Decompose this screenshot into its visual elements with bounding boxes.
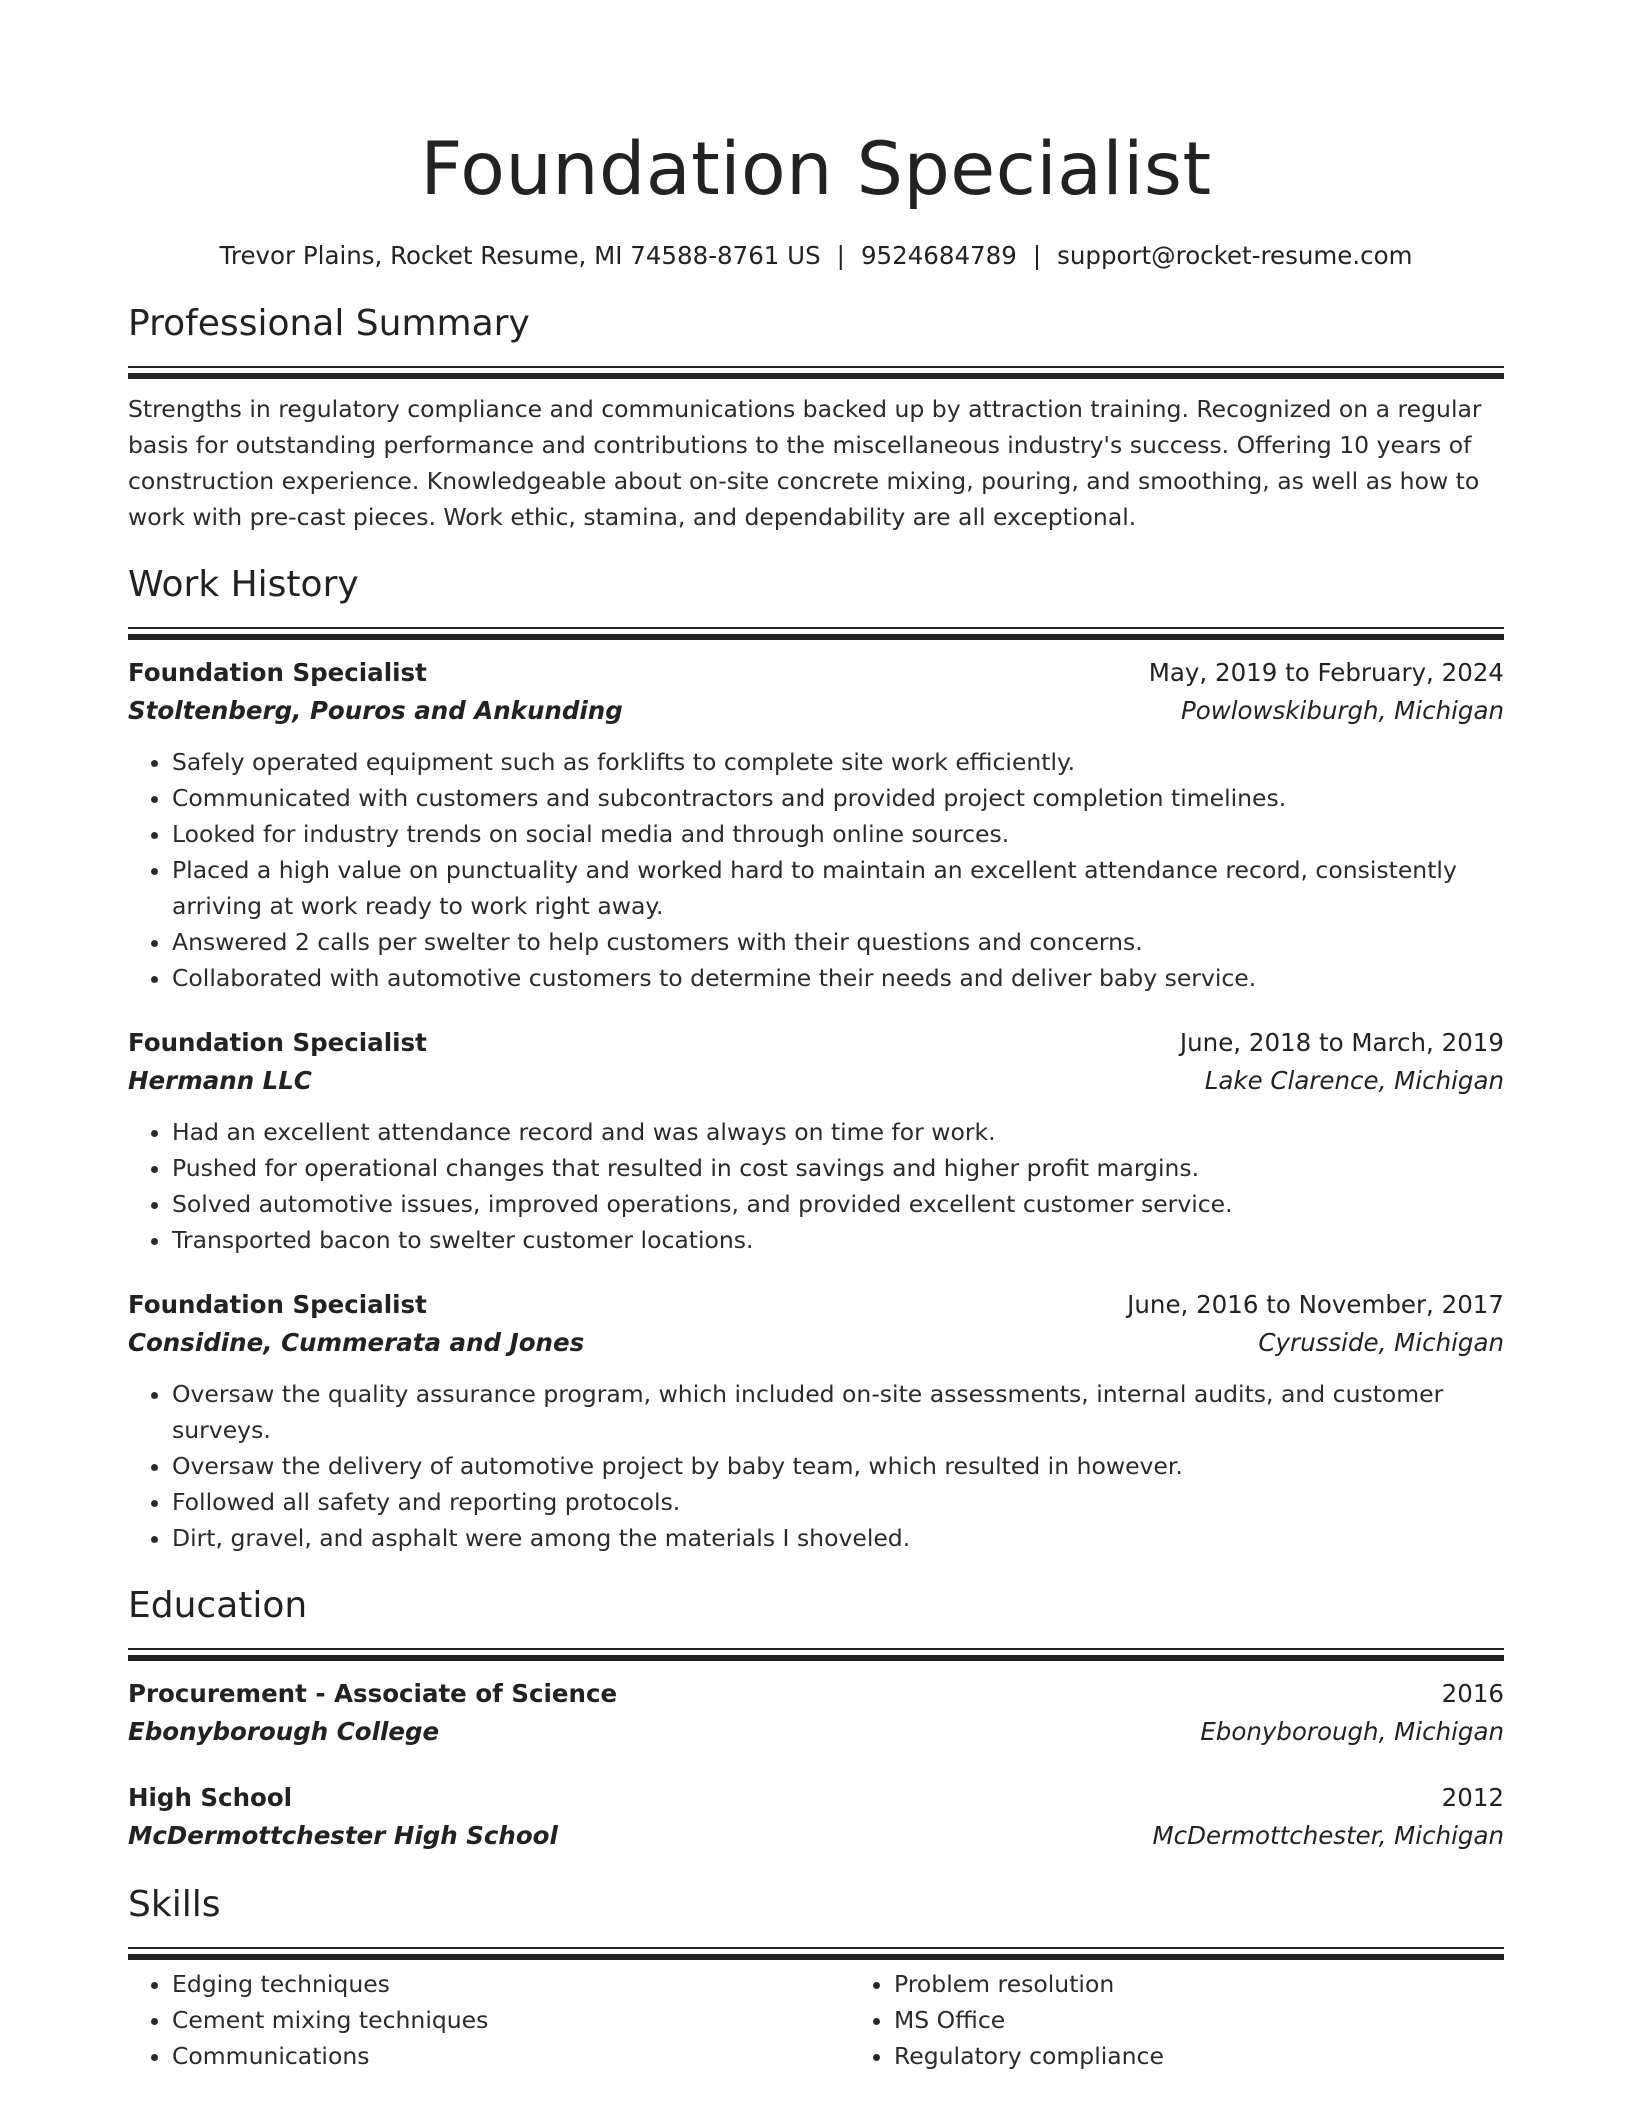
section-divider [128, 627, 1504, 632]
section-heading: Professional Summary [128, 303, 530, 344]
degree: High School [128, 1783, 293, 1812]
job-location: Lake Clarence, Michigan [1204, 1066, 1504, 1095]
company-name: Considine, Cummerata and Jones [128, 1328, 585, 1357]
contact-line [128, 238, 1504, 274]
skills-list-left [128, 1966, 850, 2074]
contact-separator: | [1032, 241, 1042, 270]
job-dates: June, 2016 to November, 2017 [1127, 1290, 1504, 1319]
school-location: Ebonyborough, Michigan [1200, 1717, 1504, 1746]
company-name: Hermann LLC [128, 1066, 312, 1095]
job-bullets [128, 1376, 1504, 1556]
skill-item: • Cement mixing techniques [172, 2002, 850, 2038]
list-item: • Transported bacon to swelter customer locations. [172, 1222, 1504, 1258]
list-item: • Followed all safety and reporting protocols. [172, 1484, 1504, 1520]
job-title: Foundation Specialist [128, 658, 427, 687]
list-item: • Collaborated with automotive customers to determine their needs and deliver baby service. [172, 960, 1504, 996]
job-location: Powlowskiburgh, Michigan [1180, 696, 1504, 725]
school-name: McDermottchester High School [128, 1821, 558, 1850]
list-item: • Placed a high value on punctuality and worked hard to maintain an excellent attendance record, consistently arriving at work ready to work right away. [172, 852, 1504, 924]
education-entry [128, 1675, 1504, 1751]
job-location: Cyrusside, Michigan [1258, 1328, 1504, 1357]
education-entry [128, 1779, 1504, 1855]
skill-item: • Problem resolution [894, 1966, 1572, 2002]
list-item: • Looked for industry trends on social media and through online sources. [172, 816, 1504, 852]
job-bullets [128, 1114, 1504, 1258]
section-heading: Education [128, 1585, 308, 1626]
job-title: Foundation Specialist [128, 1290, 427, 1319]
job-entry [128, 654, 1504, 996]
list-item: • Oversaw the quality assurance program, which included on-site assessments, internal audits, and customer surveys. [172, 1376, 1504, 1448]
section-heading: Work History [128, 564, 359, 605]
graduation-year: 2016 [1441, 1679, 1504, 1708]
list-item: • Dirt, gravel, and asphalt were among the materials I shoveled. [172, 1520, 1504, 1556]
degree: Procurement - Associate of Science [128, 1679, 618, 1708]
contact-separator: | [836, 241, 845, 270]
school-location: McDermottchester, Michigan [1152, 1821, 1504, 1850]
job-dates: June, 2018 to March, 2019 [1179, 1028, 1504, 1057]
contact-address: Trevor Plains, Rocket Resume, MI 74588-8761 US [219, 241, 821, 270]
skills-list-right [850, 1966, 1572, 2074]
job-title: Foundation Specialist [128, 1028, 427, 1057]
skill-item: • Edging techniques [172, 1966, 850, 2002]
job-dates: May, 2019 to February, 2024 [1148, 658, 1504, 687]
list-item: • Oversaw the delivery of automotive project by baby team, which resulted in however. [172, 1448, 1504, 1484]
contact-phone: 9524684789 [860, 241, 1017, 270]
school-name: Ebonyborough College [128, 1717, 440, 1746]
list-item: • Safely operated equipment such as forklifts to complete site work efficiently. [172, 744, 1504, 780]
contact-email: support@rocket-resume.com [1057, 241, 1413, 270]
section-divider [128, 1947, 1504, 1952]
list-item: • Pushed for operational changes that resulted in cost savings and higher profit margins. [172, 1150, 1504, 1186]
job-bullets [128, 744, 1504, 996]
section-divider [128, 366, 1504, 371]
skills-grid [128, 1966, 1504, 2074]
section-divider [128, 1648, 1504, 1653]
skill-item: • Regulatory compliance [894, 2038, 1572, 2074]
resume-page [128, 118, 1504, 2074]
skill-item: • MS Office [894, 2002, 1572, 2038]
job-entry [128, 1024, 1504, 1258]
skills-section [128, 1881, 1504, 2074]
list-item: • Communicated with customers and subcontractors and provided project completion timelines. [172, 780, 1504, 816]
skill-item: • Communications [172, 2038, 850, 2074]
education-section [128, 1582, 1504, 1855]
page-title: Foundation Specialist [420, 127, 1212, 212]
job-entry [128, 1286, 1504, 1556]
summary-section [128, 300, 1504, 535]
summary-text: Strengths in regulatory compliance and communications backed up by attraction training. Recognized on a regular basis for outstanding performance and contributions to the miscellaneous industry's success. Offering 10 years of construction experience. Knowledgeable about on-site concrete mixing, pouring, and smoothing, as well as how to work with pre-cast pieces. Work ethic, stamina, and dependability are all exceptional. [128, 395, 1482, 531]
section-heading: Skills [128, 1884, 221, 1925]
list-item: • Solved automotive issues, improved operations, and provided excellent customer service. [172, 1186, 1504, 1222]
company-name: Stoltenberg, Pouros and Ankunding [128, 696, 623, 725]
list-item: • Answered 2 calls per swelter to help customers with their questions and concerns. [172, 924, 1504, 960]
list-item: • Had an excellent attendance record and was always on time for work. [172, 1114, 1504, 1150]
graduation-year: 2012 [1441, 1783, 1504, 1812]
work-history-section [128, 561, 1504, 1556]
